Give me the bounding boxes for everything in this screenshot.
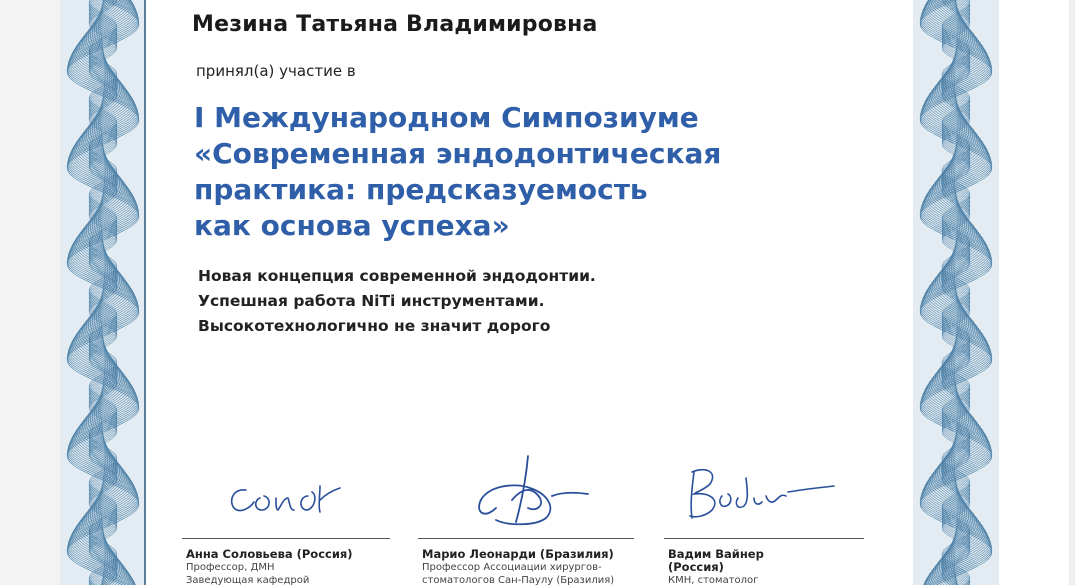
symposium-line: «Современная эндодонтическая — [194, 137, 722, 170]
signature-rule — [418, 538, 634, 539]
signature-rule — [182, 538, 390, 539]
page-edge-left — [0, 0, 60, 585]
signer-name: Анна Соловьева (Россия) — [186, 547, 353, 561]
guilloche-pattern-left — [60, 0, 146, 585]
topic-line: Высокотехнологично не значит дорого — [198, 317, 551, 335]
signer-description: КМН, стоматолог — [668, 575, 759, 586]
page-edge-right — [1069, 0, 1075, 585]
signature-leonardi — [456, 448, 606, 538]
symposium-title — [194, 100, 894, 244]
guilloche-border-right — [913, 0, 999, 585]
signer-name: Вадим Вайнер — [668, 547, 764, 561]
symposium-line: практика: предсказуемость — [194, 173, 648, 206]
topic-line: Новая концепция современной эндодонтии. — [198, 267, 596, 285]
guilloche-pattern-right — [913, 0, 999, 585]
signer-leonardi — [422, 548, 614, 587]
signer-description: (Россия) — [668, 560, 724, 574]
signer-solovieva — [186, 548, 353, 587]
signer-description: Профессор, ДМН — [186, 562, 275, 573]
signature-vainer — [676, 448, 846, 528]
guilloche-border-left — [60, 0, 146, 585]
signature-solovieva — [216, 448, 356, 528]
signer-vainer — [668, 548, 764, 587]
certificate-body — [146, 0, 913, 585]
symposium-line: как основа успеха» — [194, 209, 510, 242]
signer-description: Заведующая кафедрой — [186, 575, 310, 586]
participation-text: принял(а) участие в — [196, 62, 356, 80]
topic-line: Успешная работа NiTi инструментами. — [198, 292, 545, 310]
topics-list — [198, 264, 596, 339]
signer-name: Марио Леонарди (Бразилия) — [422, 547, 614, 561]
signature-rule — [664, 538, 864, 539]
recipient-name: Мезина Татьяна Владимировна — [192, 12, 598, 37]
signer-description: стоматологов Сан-Паулу (Бразилия) — [422, 575, 615, 586]
signer-description: Профессор Ассоциации хирургов- — [422, 562, 602, 573]
symposium-line: I Международном Симпозиуме — [194, 101, 699, 134]
